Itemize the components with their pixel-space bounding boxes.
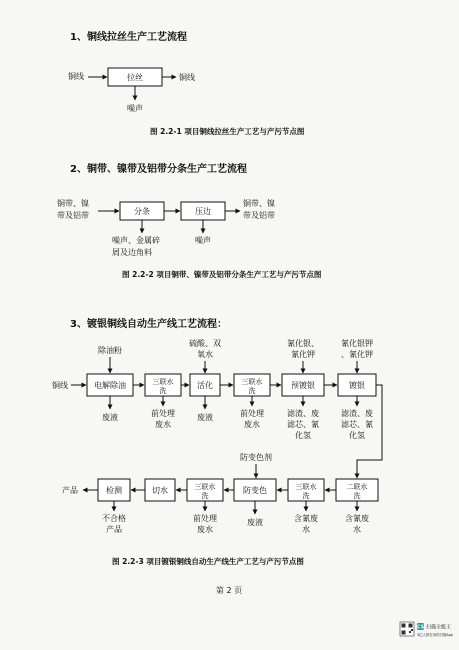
- s3-box-plate-label: 镀银: [349, 381, 365, 390]
- s3-input-acid-line1: 硫酸、双: [189, 339, 221, 348]
- s3-input-acid-line2: 氧水: [197, 350, 213, 359]
- scanner-stamp-line2: 3亿人都在用的扫描App: [417, 633, 453, 637]
- s3-out-plate-line2: 滤芯、氰: [341, 420, 373, 429]
- s3-out-preplate-line1: 滤渣、废: [287, 409, 319, 418]
- s1-pollutant-label: 噪声: [127, 104, 143, 113]
- s2-pol1-line2: 屑及边角料: [112, 248, 152, 257]
- s3-box-rinse1-line1: 三联水: [152, 378, 174, 386]
- s3-box-cut-label: 切水: [152, 486, 168, 495]
- s3-out-preplate-line3: 化氢: [295, 431, 311, 440]
- s3-out-rinse5-line1: 含氰废: [345, 514, 369, 523]
- s3-out-waste1: 废液: [102, 413, 118, 422]
- s3-input-antitarnish: 防变色剂: [240, 453, 272, 462]
- s3-out-rinse3-line1: 前处理: [193, 514, 217, 523]
- section2-heading: 2、铜带、镍带及铝带分条生产工艺流程: [70, 164, 247, 175]
- s3-box-activate-label: 活化: [197, 381, 213, 390]
- qr-code-icon: [400, 622, 414, 636]
- s3-input-preplate-line1: 氰化银、: [287, 339, 319, 348]
- s3-box-rinse3-line1: 三联水: [194, 483, 216, 491]
- s2-pol2-label: 噪声: [195, 236, 211, 245]
- s3-product-label: 产品: [62, 486, 78, 495]
- s3-input-plate-line2: 、氰化钾: [341, 350, 373, 359]
- s3-out-rinse5-line2: 水: [353, 525, 361, 534]
- s3-out-waste2: 废液: [197, 413, 213, 422]
- s3-out-rinse2-line2: 废水: [244, 420, 260, 429]
- s3-box-inspect-label: 检测: [106, 486, 122, 495]
- s3-box-degrease-label: 电解除油: [94, 381, 126, 390]
- figure-caption-2-2-1: 图 2.2-1 项目铜线拉丝生产工艺与产污节点图: [150, 127, 305, 136]
- s3-out-rinse1-line2: 废水: [155, 420, 171, 429]
- s3-input-preplate-line2: 氰化钾: [291, 350, 315, 359]
- s2-input-line1: 铜带、镍: [57, 199, 89, 208]
- s3-out-reject-line1: 不合格: [102, 514, 126, 523]
- s2-box-edging-label: 压边: [195, 207, 211, 216]
- s3-box-rinse1-line2: 洗: [159, 387, 167, 395]
- s2-box-slitting-label: 分条: [134, 207, 150, 216]
- s3-out-plate-line3: 化氢: [349, 431, 365, 440]
- s3-box-rinse5-line1: 二联水: [346, 483, 368, 491]
- s3-input-degrease: 除油粉: [98, 346, 122, 355]
- s2-pol1-line1: 噪声、金属碎: [112, 236, 160, 245]
- s2-output-line1: 铜带、镍: [243, 199, 275, 208]
- s3-input-copper-wire: 铜线: [52, 381, 68, 390]
- s3-box-rinse2-line1: 三联水: [241, 378, 263, 386]
- s3-out-reject-line2: 产品: [106, 525, 122, 534]
- section3-heading: 3、镀银铜线自动生产线工艺流程：: [70, 319, 227, 330]
- s3-box-rinse2-line2: 洗: [248, 387, 256, 395]
- figure-caption-2-2-2: 图 2.2-2 项目铜带、镍带及铝带分条生产工艺与产污节点图: [122, 270, 322, 279]
- s2-input-line2: 带及铝带: [57, 211, 89, 220]
- s3-out-plate-line1: 滤渣、废: [341, 409, 373, 418]
- svg-text:CS: CS: [416, 624, 425, 631]
- s3-box-rinse4-line1: 三联水: [295, 483, 317, 491]
- s3-input-plate-line1: 氰化银钾: [341, 339, 373, 348]
- s3-out-rinse2-line1: 前处理: [240, 409, 264, 418]
- s3-box-rinse3-line2: 洗: [201, 492, 209, 500]
- section1-heading: 1、铜线拉丝生产工艺流程: [70, 32, 187, 43]
- s3-box-rinse5-line2: 洗: [353, 492, 361, 500]
- s1-input-label: 铜线: [68, 72, 84, 81]
- s3-out-rinse4-line1: 含氰废: [294, 514, 318, 523]
- s3-box-antitarnish-label: 防变色: [243, 486, 267, 495]
- s3-box-preplate-label: 预镀银: [291, 381, 315, 390]
- scanner-stamp-line1: 扫描全能王: [426, 624, 452, 631]
- figure-caption-2-2-3: 图 2.2-3 项目镀银铜线自动生产线生产工艺与产污节点图: [112, 557, 304, 566]
- s1-output-label: 铜线: [179, 73, 195, 82]
- s3-out-rinse4-line2: 水: [302, 525, 310, 534]
- s3-out-rinse1-line1: 前处理: [151, 409, 175, 418]
- s3-out-waste3: 废液: [247, 518, 263, 527]
- s3-out-rinse3-line2: 废水: [197, 525, 213, 534]
- s3-box-rinse4-line2: 洗: [302, 492, 310, 500]
- s1-box-drawing-label: 拉丝: [127, 73, 143, 82]
- scanner-logo-icon: [417, 623, 425, 631]
- page-number: 第 2 页: [215, 586, 243, 595]
- s2-output-line2: 带及铝带: [243, 211, 275, 220]
- s3-out-preplate-line2: 滤芯、氰: [287, 420, 319, 429]
